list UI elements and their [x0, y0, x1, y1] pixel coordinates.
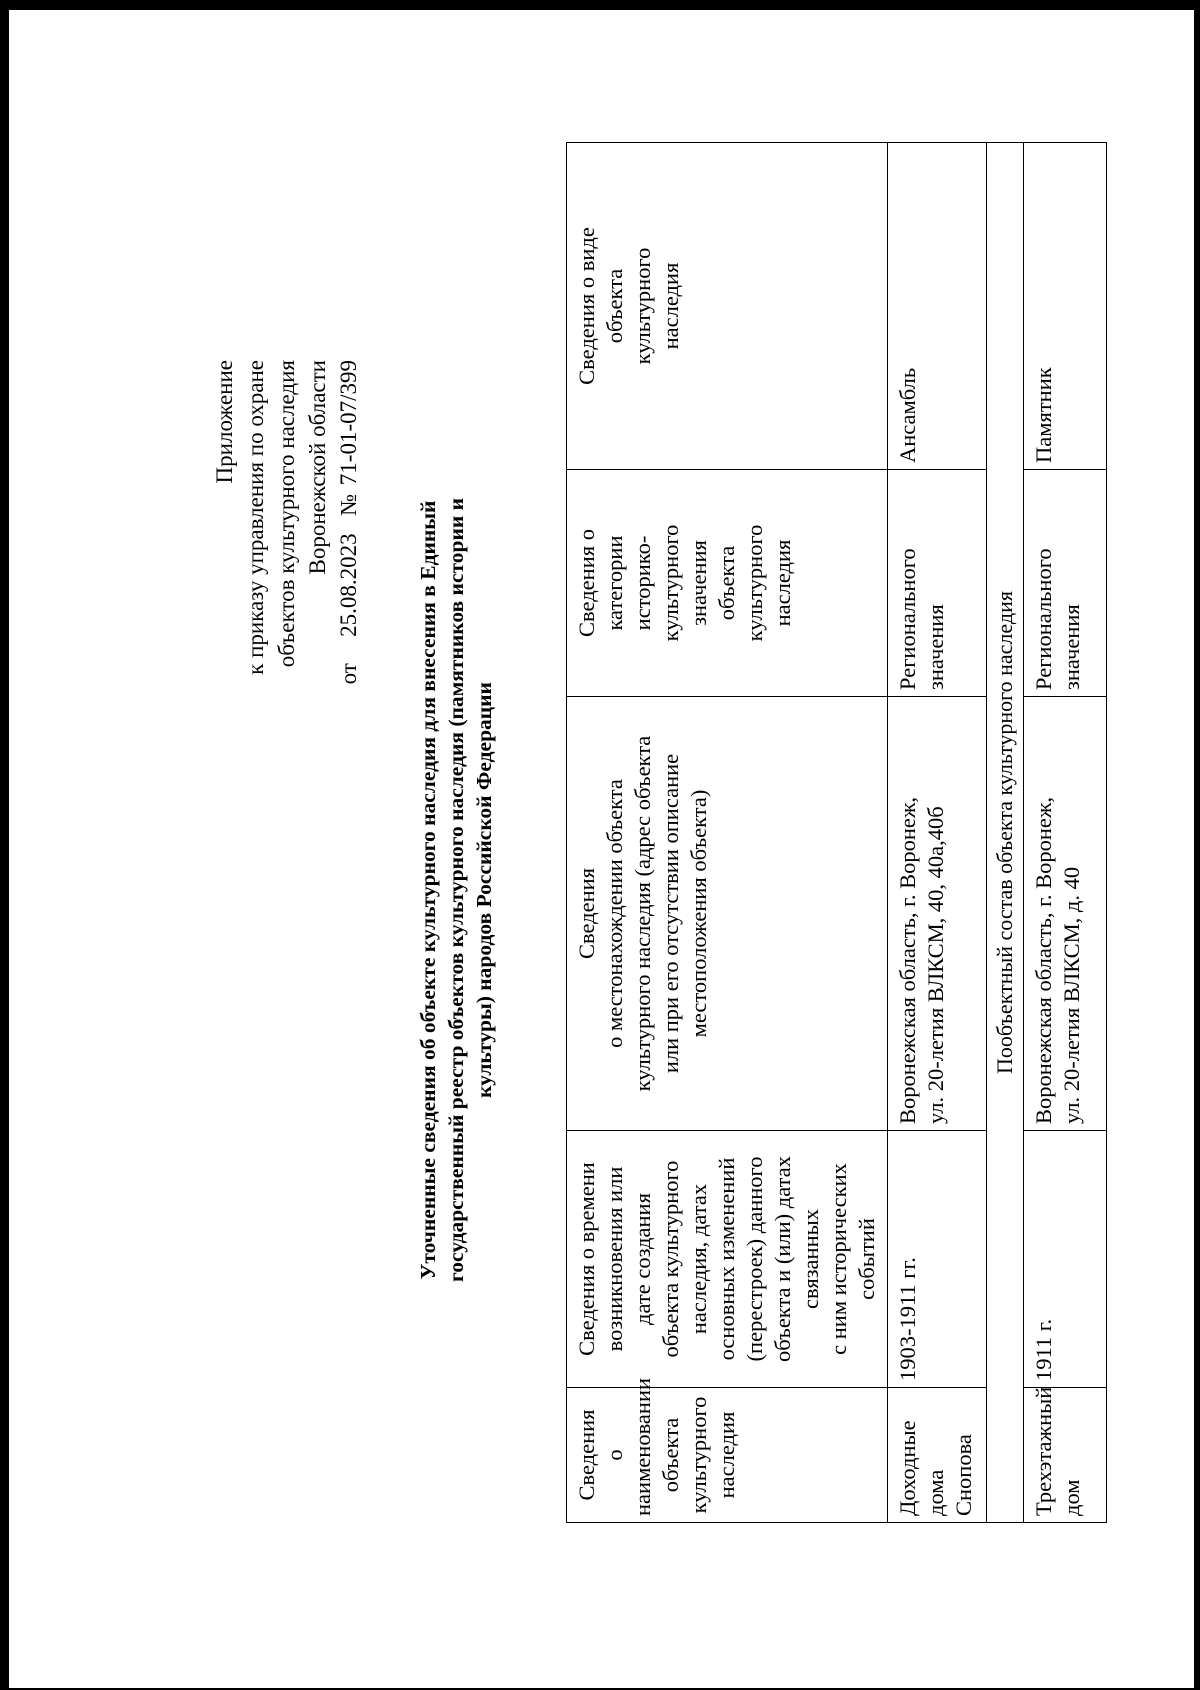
header-cell — [567, 143, 888, 470]
appendix-line-1: к приказу управления по охране — [243, 360, 268, 675]
cell-line: дом — [1059, 1479, 1084, 1516]
heritage-table — [566, 142, 1107, 1523]
cell-line: Ансамбль — [895, 367, 920, 463]
appendix-title: Приложение — [212, 360, 237, 484]
date-cell — [1024, 1131, 1107, 1388]
order-number: № 71-01-07/399 — [336, 360, 361, 516]
cell-line: 1911 г. — [1031, 1318, 1056, 1381]
cell-line: наследия — [658, 262, 683, 350]
cell-line: ул. 20-летия ВЛКСМ, д. 40 — [1059, 866, 1084, 1124]
cell-line: историко- — [630, 535, 655, 631]
section-row — [987, 143, 1024, 1523]
cell-line: Регионального — [895, 548, 920, 690]
type-cell — [888, 143, 987, 470]
date-prefix: от — [336, 663, 361, 685]
table-row — [1024, 143, 1107, 1523]
cell-line: объекта — [714, 545, 739, 621]
cell-line: объекта — [658, 1417, 683, 1493]
type-cell — [1024, 143, 1107, 470]
cell-line: Воронежская область, г. Воронеж, — [1031, 796, 1056, 1124]
cell-line: категории — [602, 535, 627, 631]
cell-line: объекта — [602, 268, 627, 344]
cell-line: дате создания — [630, 1193, 655, 1325]
cell-line: (перестроек) данного — [742, 1156, 767, 1362]
cell-line: значения — [686, 540, 711, 626]
cell-line: Сведения — [574, 867, 599, 960]
object-name-cell — [1024, 1388, 1107, 1523]
cell-line: Сведения о виде — [574, 227, 599, 385]
cell-line: значения — [1059, 604, 1084, 690]
document-title-line-2: государственный реестр объектов культурного наследия (памятников истории и — [444, 497, 468, 1283]
cell-line: Доходные — [895, 1420, 920, 1516]
cell-line: Трехэтажный — [1031, 1386, 1056, 1516]
cell-line: Сведения — [574, 1409, 599, 1501]
cell-line: 1903-1911 гг. — [895, 1257, 920, 1381]
cell-line: культурного — [630, 247, 655, 365]
table-header-row — [567, 143, 888, 1523]
category-cell — [888, 470, 987, 697]
cell-line: Регионального — [1031, 548, 1056, 690]
object-name-cell — [888, 1388, 987, 1523]
cell-line: наследия — [770, 539, 795, 627]
cell-line: связанных — [798, 1209, 823, 1309]
cell-line: о местонахождении объекта — [602, 779, 627, 1048]
category-cell — [1024, 470, 1107, 697]
header-cell — [567, 1377, 888, 1523]
cell-line: объекта культурного — [658, 1160, 683, 1358]
cell-line: основных изменений — [714, 1157, 739, 1361]
cell-line: культурного наследия (адрес объекта — [630, 735, 655, 1092]
cell-line: значения — [923, 604, 948, 690]
header-cell — [567, 470, 888, 697]
scanned-page — [9, 10, 1194, 1688]
table-row — [888, 143, 987, 1523]
location-cell — [888, 697, 987, 1131]
location-cell — [1024, 697, 1107, 1131]
cell-line: дома Снопова — [923, 1434, 976, 1516]
cell-line: Памятник — [1031, 367, 1056, 463]
appendix-order-line — [333, 360, 364, 684]
cell-line: о — [602, 1449, 627, 1461]
cell-line: культурного — [686, 1396, 711, 1514]
cell-line: событий — [854, 1218, 879, 1300]
section-title: Пообъектный состав объекта культурного наследия — [987, 143, 1024, 1523]
order-date: 25.08.2023 — [336, 533, 361, 637]
cell-line: наименовании — [630, 1377, 655, 1516]
appendix-block — [209, 360, 364, 684]
cell-line: местоположения объекта) — [686, 789, 711, 1038]
header-cell — [567, 697, 888, 1131]
document-title-line-3: культуры) народов Российской Федерации — [472, 682, 496, 1098]
cell-line: наследия, датах — [686, 1183, 711, 1335]
cell-line: с ним исторических — [826, 1163, 851, 1355]
document-title-line-1: Уточненные сведения об объекте культурного наследия для внесения в Единый — [416, 500, 440, 1280]
rotated-content — [9, 10, 1194, 1688]
appendix-line-3: Воронежской области — [305, 360, 330, 575]
cell-line: объекта и (или) датах — [770, 1156, 795, 1362]
cell-line: ул. 20-летия ВЛКСМ, 40, 40а,40б — [923, 806, 948, 1124]
cell-line: Сведения о — [574, 529, 599, 637]
date-cell — [888, 1131, 987, 1388]
header-cell — [567, 1131, 888, 1388]
cell-line: или при его отсутствии описание — [658, 753, 683, 1074]
cell-line: наследия — [714, 1411, 739, 1499]
cell-line: возникновения или — [602, 1166, 627, 1352]
appendix-line-2: объектов культурного наследия — [274, 360, 299, 668]
document-title — [414, 270, 498, 1510]
cell-line: культурного — [658, 524, 683, 642]
cell-line: культурного — [742, 524, 767, 642]
cell-line: Воронежская область, г. Воронеж, — [895, 796, 920, 1124]
cell-line: Сведения о времени — [574, 1162, 599, 1356]
